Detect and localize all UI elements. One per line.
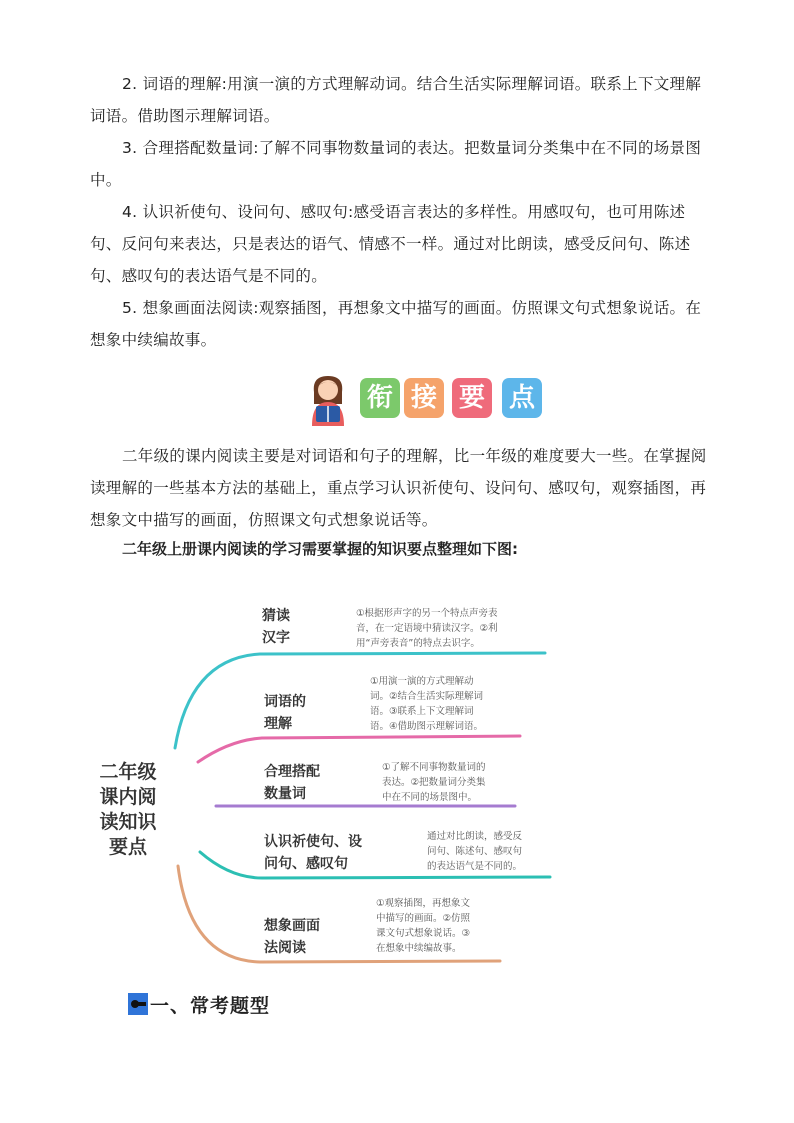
- branch-title-line-1: 词语的: [264, 694, 306, 710]
- branch-detail-line-1: ①观察插图，再想象文: [376, 898, 471, 909]
- branch-detail-line-2: 中描写的画面。②仿照: [376, 913, 471, 924]
- branch-title-line-1: 合理搭配: [264, 764, 320, 780]
- banner-tile-2: 接: [404, 378, 444, 418]
- paragraph-text: 感受语言表达的多样性。用感叹句，也可用陈述句、反问句来表达，只是表达的语气、情感不一样。通过对比朗读，感受反问句、陈述句、感叹句的表达语气是不同的。: [90, 203, 691, 285]
- paragraph-label: 2. 词语的理解:: [122, 75, 228, 93]
- branch-detail-line-3: 语。③联系上下文理解词: [370, 706, 474, 717]
- branch-title-line-2: 数量词: [264, 786, 306, 802]
- branch-word-understanding: [198, 675, 520, 762]
- intro-paragraph: 二年级的课内阅读主要是对词语和句子的理解，比一年级的难度要大一些。在掌握阅读理解的一些基本方法的基础上，重点学习认识祈使句、设问句、感叹句，观察插图，再想象文中描写的画面，仿照课文句式想象说话等。: [90, 447, 707, 529]
- paragraph-text: 用演一演的方式理解动词。结合生活实际理解词语。联系上下文理解词语。借助图示理解词语。: [90, 75, 702, 125]
- branch-detail-line-1: ①用演一演的方式理解动: [370, 676, 474, 687]
- branch-connector: [175, 653, 545, 748]
- branch-detail-line-2: 表达。②把数量词分类集: [382, 777, 486, 788]
- center-line-1: 二年级: [99, 761, 157, 783]
- branch-imagination-reading: [178, 866, 500, 962]
- paragraph-word-understanding: [90, 68, 716, 132]
- paragraph-label: 3. 合理搭配数量词:: [122, 139, 259, 157]
- branch-title-line-2: 问句、感叹句: [264, 856, 348, 872]
- paragraph-sentence-types: [90, 196, 716, 292]
- mindmap-center: [99, 760, 157, 858]
- branch-detail-line-1: ①了解不同事物数量词的: [382, 762, 486, 773]
- branch-detail-line-1: 通过对比朗读，感受反: [427, 831, 523, 842]
- branch-detail-line-2: 问句、陈述句、感叹句: [427, 846, 523, 857]
- center-line-4: 要点: [108, 836, 148, 858]
- section-heading: [128, 990, 270, 1018]
- branch-title-line-2: 法阅读: [264, 940, 306, 956]
- branch-title-line-1: 认识祈使句、设: [264, 834, 362, 850]
- paragraph-label: 4. 认识祈使句、设问句、感叹句:: [122, 203, 354, 221]
- center-line-2: 课内阅: [99, 786, 157, 808]
- branch-detail-line-2: 音，在一定语境中猜读汉字。②利: [356, 623, 498, 634]
- branch-sentence-types: [200, 830, 550, 878]
- center-line-3: 读知识: [99, 811, 157, 833]
- branch-detail-line-3: 课文句式想象说话。③: [376, 928, 471, 939]
- paragraph-measure-words: [90, 132, 716, 196]
- branch-detail-line-3: 的表达语气是不同的。: [427, 861, 523, 872]
- banner-tile-3: 要: [452, 378, 492, 418]
- branch-detail-line-3: 用“声旁表音”的特点去识字。: [356, 638, 480, 649]
- branch-measure-words: [216, 761, 515, 806]
- teacher-reading-icon: [300, 370, 356, 426]
- branch-detail-line-4: 语。④借助图示理解词语。: [370, 721, 484, 732]
- summary-line: 二年级上册课内阅读的学习需要掌握的知识要点整理如下图:: [122, 540, 519, 558]
- banner-tile-1: 衔: [360, 378, 400, 418]
- branch-detail-line-1: ①根据形声字的另一个特点声旁表: [356, 608, 498, 619]
- paragraph-text: 了解不同事物数量词的表达。把数量词分类集中在不同的场景图中。: [90, 139, 702, 189]
- paragraph-text: 观察插图，再想象文中描写的画面。仿照课文句式想象说话。在想象中续编故事。: [90, 299, 702, 349]
- branch-connector: [198, 736, 520, 762]
- branch-detail-line-4: 在想象中续编故事。: [376, 943, 462, 954]
- branch-title-line-1: 猜读: [262, 608, 290, 624]
- branch-title-line-1: 想象画面: [264, 918, 320, 934]
- branch-detail-line-2: 词。②结合生活实际理解词: [370, 691, 484, 702]
- mindmap: [90, 590, 560, 970]
- banner-tile-4: 点: [502, 378, 542, 418]
- branch-guess-reading: [175, 607, 545, 748]
- paragraph-imagination-reading: [90, 292, 716, 356]
- paragraph-label: 5. 想象画面法阅读:: [122, 299, 259, 317]
- branch-title-line-2: 理解: [264, 716, 292, 732]
- key-points-banner: [300, 370, 550, 426]
- branch-title-line-2: 汉字: [262, 630, 290, 646]
- section-title: 一、常考题型: [150, 994, 271, 1017]
- section-marker-icon: [128, 993, 148, 1015]
- branch-detail-line-3: 中在不同的场景图中。: [382, 792, 478, 803]
